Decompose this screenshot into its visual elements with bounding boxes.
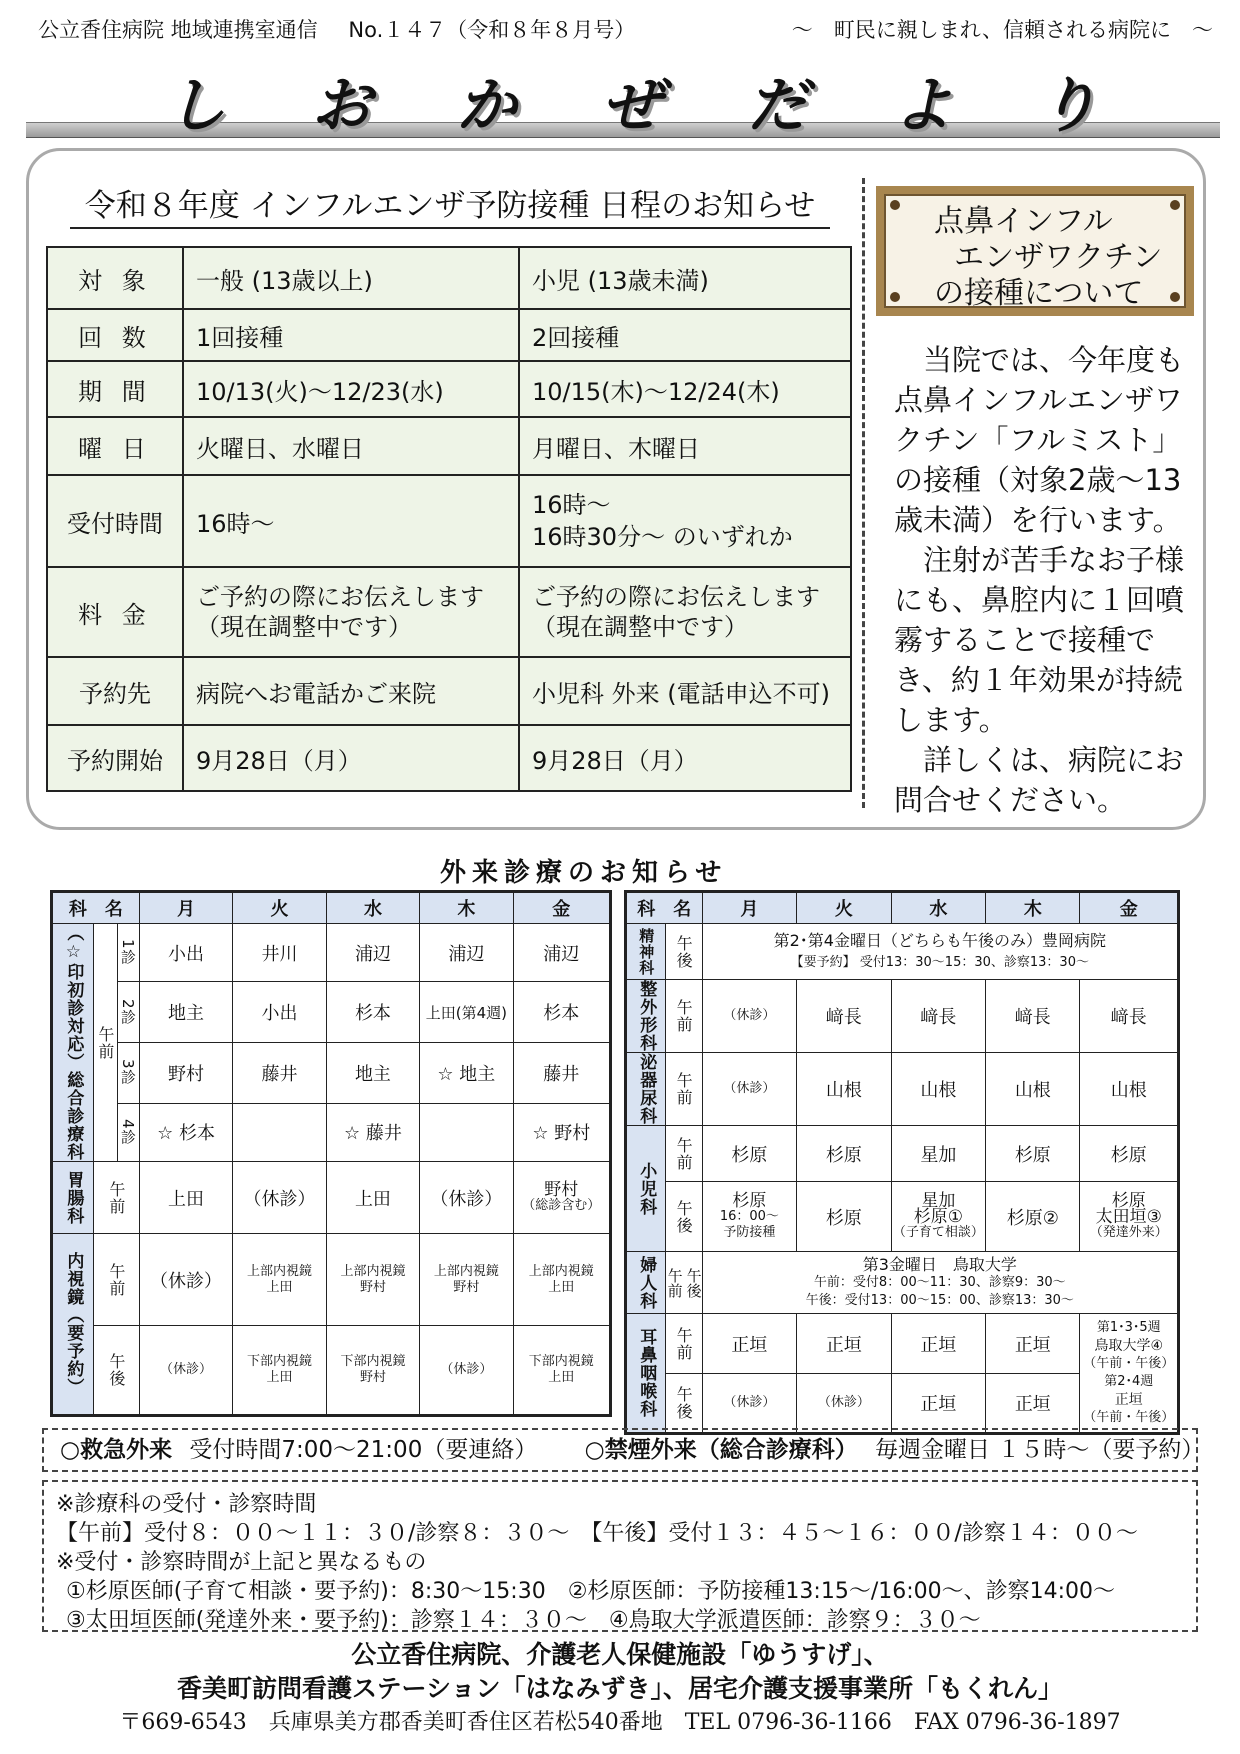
dept-endoscopy: 内視鏡（要予約）: [52, 1234, 94, 1416]
dept-gastro: 胃腸科: [52, 1162, 94, 1234]
doctor-cell: 杉原②: [986, 1182, 1080, 1252]
cell-line: 午前：受付8：00～11：30、診察9：30～: [813, 1274, 1066, 1290]
smoke-label: ○禁煙外来（総合診療科）: [584, 1437, 858, 1463]
doctor-cell: 﨑長: [986, 980, 1080, 1053]
doctor-cell: 小出: [233, 982, 326, 1043]
flu-cell: 10/15(木)～12/24(木): [519, 361, 851, 417]
cell-line: （発達外来）: [1089, 1224, 1168, 1240]
header: [38, 14, 1213, 44]
flu-header: 予約先: [47, 657, 183, 725]
table-row: [626, 1252, 1179, 1314]
flu-row: [47, 725, 851, 791]
flu-row: [47, 247, 851, 309]
room-label: 3診: [117, 1042, 139, 1103]
room-label: 4診: [117, 1103, 139, 1161]
session-ampm: [665, 1252, 702, 1314]
flu-row: [47, 567, 851, 657]
nasal-vaccine-sign: [876, 186, 1194, 316]
doctor-cell: [1080, 1182, 1179, 1252]
doctor-cell: [420, 1234, 513, 1326]
doctor-cell: 杉本: [326, 982, 419, 1043]
cell-line: 上部内視鏡: [247, 1263, 313, 1279]
doctor-cell: [233, 1103, 326, 1161]
header-org: 公立香住病院 地域連携室通信: [38, 18, 318, 42]
head-day: 月: [139, 892, 232, 924]
flu-cell-line: （現在調整中です）: [532, 613, 748, 641]
note-line: ①杉原医師(子育て相談・要予約)：8:30～15:30 ②杉原医師：予防接種13:15～/16:00～、診察14:00～: [66, 1579, 1116, 1604]
nasal-sign-text: [934, 204, 1163, 312]
session-am: 午前: [665, 1267, 684, 1298]
flu-header: 料 金: [47, 567, 183, 657]
table-row: [52, 1162, 611, 1234]
head-day: 金: [513, 892, 610, 924]
nasal-sign-line: 点鼻インフル: [934, 204, 1113, 239]
column-divider: [862, 178, 865, 808]
flu-row: [47, 657, 851, 725]
nasal-paragraph: 注射が苦手なお子様にも、鼻腔内に１回噴霧することで接種でき、約１年効果が持続します。: [894, 543, 1185, 737]
cell-line: （午前・午後）: [1083, 1356, 1175, 1371]
doctor-cell: （休診）: [702, 1053, 797, 1126]
outpatient-title: 外来診療のお知らせ: [440, 858, 728, 888]
session-pm: 午後: [684, 1267, 703, 1298]
doctor-cell: 上田(第4週): [420, 982, 513, 1043]
head-day: 水: [891, 892, 986, 924]
cell-line: 上田: [266, 1279, 293, 1295]
cell-line: 上田: [548, 1279, 575, 1295]
cell-line: 第2･4週: [1104, 1374, 1154, 1389]
table-row: [52, 1326, 611, 1416]
er-text: 受付時間7:00～21:00（要連絡）: [189, 1437, 538, 1463]
table-row: [626, 980, 1179, 1053]
header-motto: ～ 町民に親しまれ、信頼される病院に ～: [791, 18, 1213, 42]
flu-header: 対 象: [47, 247, 183, 309]
table-row: [626, 1314, 1179, 1374]
flu-cell-line: 16時30分～ のいずれか: [532, 523, 793, 551]
dept-ent: 耳鼻咽喉科: [626, 1314, 666, 1434]
pin-icon: [1170, 292, 1180, 302]
doctor-cell: 杉原: [986, 1126, 1080, 1182]
flu-cell: [183, 567, 519, 657]
title-char: よ: [892, 71, 955, 141]
flu-header: 期 間: [47, 361, 183, 417]
cell-line: 星加: [921, 1190, 956, 1211]
flu-cell: 10/13(火)～12/23(水): [183, 361, 519, 417]
doctor-cell: 杉原: [702, 1126, 797, 1182]
head-day: 火: [233, 892, 326, 924]
cell-line: 上部内視鏡: [433, 1263, 499, 1279]
head-day: 月: [702, 892, 797, 924]
cell-line: 下部内視鏡: [528, 1354, 594, 1369]
doctor-cell: （休診）: [233, 1162, 326, 1234]
flu-title: 令和８年度 インフルエンザ予防接種 日程のお知らせ: [70, 180, 830, 229]
session-am: 午前: [665, 1126, 702, 1182]
table-row: [626, 1182, 1179, 1252]
room-label: 2診: [117, 982, 139, 1043]
flu-row: [47, 361, 851, 417]
emergency-box: [42, 1428, 1205, 1472]
flu-header: 受付時間: [47, 475, 183, 567]
table-row: [626, 1126, 1179, 1182]
cell-line: （子育て相談）: [892, 1224, 984, 1240]
cell-line: 予防接種: [723, 1224, 776, 1240]
footer-line: 香美町訪問看護ステーション「はなみずき」、居宅介護支援事業所「もくれん」: [176, 1674, 1063, 1703]
flu-cell: 小児 (13歳未満): [519, 247, 851, 309]
doctor-cell: ☆ 地主: [420, 1042, 513, 1103]
cell-line: 野村: [544, 1179, 579, 1200]
header-issue: No.１４７（令和８年８月号）: [348, 18, 636, 42]
table-row: [52, 924, 611, 982]
doctor-cell: 浦辺: [326, 924, 419, 982]
doctor-cell: [513, 1234, 610, 1326]
flu-header: 予約開始: [47, 725, 183, 791]
newsletter-title: [26, 58, 1220, 142]
doctor-cell: （休診）: [797, 1374, 892, 1434]
doctor-cell: 山根: [1080, 1053, 1179, 1126]
doctor-cell: 浦辺: [420, 924, 513, 982]
flu-cell: [519, 475, 851, 567]
title-char: り: [1037, 71, 1100, 141]
doctor-cell: 野村: [139, 1042, 232, 1103]
note-line: 【午前】受付８：００～１１：３０/診察８：３０～ 【午後】受付１３：４５～１６：００/診察１４：００～: [56, 1521, 1138, 1546]
flu-cell: 小児科 外来 (電話申込不可): [519, 657, 851, 725]
dept-orthopedics: 整外形科: [626, 980, 666, 1053]
doctor-cell: 杉原: [797, 1182, 892, 1252]
cell-line: 第3金曜日 鳥取大学: [862, 1254, 1017, 1274]
head-day: 火: [797, 892, 892, 924]
doctor-cell: （休診）: [702, 980, 797, 1053]
nasal-paragraph: 詳しくは、病院にお問合せください。: [894, 743, 1185, 817]
head-dept: 科 名: [626, 892, 703, 924]
head-day: 水: [326, 892, 419, 924]
flu-cell: 2回接種: [519, 309, 851, 361]
table-row: [52, 1103, 611, 1161]
cell-line: 野村: [359, 1279, 386, 1295]
doctor-cell: [513, 1162, 610, 1234]
doctor-cell: 小出: [139, 924, 232, 982]
schedule-head: [626, 892, 1179, 924]
cell-line: 午後：受付13：00～15：00、診察13：30～: [805, 1292, 1074, 1308]
doctor-cell: 地主: [326, 1042, 419, 1103]
doctor-cell: ☆ 野村: [513, 1103, 610, 1161]
flu-cell: [519, 567, 851, 657]
flu-cell: 1回接種: [183, 309, 519, 361]
doctor-cell: （休診）: [139, 1234, 232, 1326]
title-char: し: [166, 71, 228, 141]
flu-cell: 病院へお電話かご来院: [183, 657, 519, 725]
pin-icon: [1170, 200, 1180, 210]
cell-line: 正垣: [1114, 1392, 1143, 1408]
doctor-cell: 杉原: [797, 1126, 892, 1182]
flu-header: 曜 日: [47, 417, 183, 475]
session-pm: 午後: [665, 924, 702, 980]
session-pm: 午後: [93, 1326, 139, 1416]
session-am: 午前: [665, 980, 702, 1053]
head-dept: 科 名: [52, 892, 140, 924]
session-am: 午前: [93, 1162, 139, 1234]
session-am: 午前: [665, 1314, 702, 1374]
session-am: 午前: [93, 1234, 139, 1326]
flu-cell-line: （現在調整中です）: [196, 613, 412, 641]
doctor-cell: [233, 1326, 326, 1416]
doctor-cell: [513, 1326, 610, 1416]
doctor-cell: [1080, 1314, 1179, 1434]
doctor-cell: 星加: [891, 1126, 986, 1182]
flu-cell-line: 16時～: [532, 491, 611, 519]
nasal-paragraph: 当院では、今年度も点鼻インフルエンザワクチン「フルミスト」の接種（対象2歳～13歳未満）を行います。: [894, 343, 1185, 537]
cell-line: 野村: [359, 1370, 386, 1385]
doctor-cell: [326, 1234, 419, 1326]
dept-psychiatry: 精神科: [626, 924, 666, 980]
table-row: [626, 1053, 1179, 1126]
schedule-table-right: [624, 890, 1180, 1435]
flu-cell-line: ご予約の際にお伝えします: [196, 583, 484, 611]
doctor-cell: 杉原: [1080, 1126, 1179, 1182]
cell-line: 16：00～: [719, 1208, 779, 1224]
cell-line: 第2･第4金曜日（どちらも午後のみ）豊岡病院: [773, 930, 1106, 950]
flu-cell-line: ご予約の際にお伝えします: [532, 583, 820, 611]
note-line: ※診療科の受付・診察時間: [56, 1492, 317, 1517]
title-char: お: [311, 71, 374, 141]
psych-note: [702, 924, 1178, 980]
doctor-cell: [420, 1103, 513, 1161]
cell-line: 上部内視鏡: [340, 1263, 406, 1279]
cell-line: 上田: [548, 1370, 575, 1385]
room-label: 1診: [117, 924, 139, 982]
nasal-sign-line: の接種について: [934, 276, 1144, 311]
doctor-cell: 藤井: [513, 1042, 610, 1103]
doctor-cell: 正垣: [702, 1314, 797, 1374]
cell-line: 下部内視鏡: [340, 1354, 406, 1369]
flu-cell: 火曜日、水曜日: [183, 417, 519, 475]
cell-line: 下部内視鏡: [247, 1354, 313, 1369]
flu-cell: 一般 (13歳以上): [183, 247, 519, 309]
cell-line: 太田垣③: [1095, 1206, 1162, 1227]
flu-row: [47, 309, 851, 361]
doctor-cell: 上田: [139, 1162, 232, 1234]
dept-general: （☆印初診対応）総合診療科: [52, 924, 94, 1162]
doctor-cell: 浦辺: [513, 924, 610, 982]
note-line: ※受付・診察時間が上記と異なるもの: [56, 1550, 427, 1575]
schedule-head: [52, 892, 611, 924]
cell-line: 杉原: [1111, 1190, 1146, 1211]
title-char: だ: [747, 71, 810, 141]
flu-cell: 16時～: [183, 475, 519, 567]
head-day: 木: [420, 892, 513, 924]
cell-line: （午前・午後）: [1083, 1410, 1175, 1425]
cell-line: 鳥取大学④: [1094, 1338, 1164, 1354]
doctor-cell: （休診）: [420, 1326, 513, 1416]
nasal-sign-line: エンザワクチン: [954, 240, 1163, 275]
doctor-cell: （休診）: [420, 1162, 513, 1234]
doctor-cell: ☆ 藤井: [326, 1103, 419, 1161]
doctor-cell: 藤井: [233, 1042, 326, 1103]
cell-line: （総診含む）: [522, 1197, 601, 1213]
doctor-cell: 正垣: [891, 1374, 986, 1434]
table-row: [52, 1234, 611, 1326]
dept-pediatrics: 小児科: [626, 1126, 666, 1252]
table-row: [52, 982, 611, 1043]
head-day: 金: [1080, 892, 1179, 924]
cell-line: 第1･3･5週: [1096, 1320, 1161, 1335]
flu-cell: 月曜日、木曜日: [519, 417, 851, 475]
nasal-description: [894, 340, 1199, 820]
cell-line: 杉原: [732, 1190, 767, 1211]
cell-line: 上田: [266, 1370, 293, 1385]
flu-header: 回 数: [47, 309, 183, 361]
doctor-cell: ☆ 杉本: [139, 1103, 232, 1161]
flu-table: [46, 246, 852, 792]
doctor-cell: [891, 1182, 986, 1252]
doctor-cell: 杉本: [513, 982, 610, 1043]
er-label: ○救急外来: [60, 1437, 173, 1463]
doctor-cell: 山根: [986, 1053, 1080, 1126]
flu-row: [47, 475, 851, 567]
session-pm: 午後: [665, 1374, 702, 1434]
doctor-cell: 正垣: [891, 1314, 986, 1374]
table-row: [626, 924, 1179, 980]
flu-cell: 9月28日（月）: [183, 725, 519, 791]
doctor-cell: （休診）: [139, 1326, 232, 1416]
doctor-cell: [702, 1182, 797, 1252]
session-am: 午前: [93, 924, 117, 1162]
cell-line: 【要予約】 受付13：30～15：30、診察13：30～: [790, 954, 1089, 970]
doctor-cell: 井川: [233, 924, 326, 982]
title-char: ぜ: [601, 71, 664, 141]
head-day: 木: [986, 892, 1080, 924]
doctor-cell: 正垣: [797, 1314, 892, 1374]
schedule-table-left: [50, 890, 612, 1417]
doctor-cell: 﨑長: [1080, 980, 1179, 1053]
flu-cell: 9月28日（月）: [519, 725, 851, 791]
doctor-cell: [326, 1326, 419, 1416]
dept-gynecology: 婦人科: [626, 1252, 666, 1314]
pin-icon: [890, 292, 900, 302]
hours-notes: [42, 1480, 1198, 1632]
doctor-cell: 地主: [139, 982, 232, 1043]
doctor-cell: （休診）: [702, 1374, 797, 1434]
gyn-note: [702, 1252, 1178, 1314]
cell-line: 上部内視鏡: [528, 1263, 594, 1279]
session-am: 午前: [665, 1053, 702, 1126]
cell-line: 杉原①: [913, 1206, 964, 1227]
doctor-cell: 上田: [326, 1162, 419, 1234]
cell-line: 野村: [453, 1279, 480, 1295]
title-char: か: [456, 71, 519, 141]
smoke-text: 毎週金曜日 １５時～（要予約）: [875, 1437, 1205, 1463]
footer: [0, 1638, 1240, 1740]
doctor-cell: 山根: [891, 1053, 986, 1126]
session-pm: 午後: [665, 1182, 702, 1252]
doctor-cell: [233, 1234, 326, 1326]
dept-urology: 泌器尿科: [626, 1053, 666, 1126]
flu-row: [47, 417, 851, 475]
doctor-cell: 﨑長: [797, 980, 892, 1053]
pin-icon: [890, 200, 900, 210]
doctor-cell: 山根: [797, 1053, 892, 1126]
footer-line: 公立香住病院、介護老人保健施設「ゆうすげ」、: [351, 1640, 889, 1669]
doctor-cell: 﨑長: [891, 980, 986, 1053]
doctor-cell: 正垣: [986, 1374, 1080, 1434]
footer-address: 〒669-6543 兵庫県美方郡香美町香住区若松540番地 TEL 0796-36-1166 FAX 0796-36-1897: [119, 1710, 1121, 1735]
table-row: [52, 1042, 611, 1103]
doctor-cell: 正垣: [986, 1314, 1080, 1374]
note-line: ③太田垣医師(発達外来・要予約)：診察１４：３０～ ④鳥取大学派遣医師：診察９：３０～: [66, 1608, 981, 1633]
